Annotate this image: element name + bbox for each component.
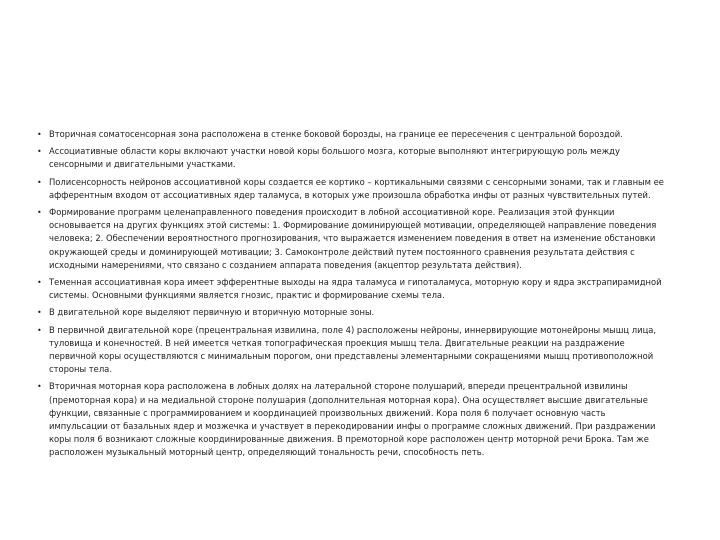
bullet-item (37, 206, 665, 272)
bullet-item (37, 380, 665, 459)
bullet-text: В двигательной коре выделяют первичную и вторичную моторные зоны. (49, 307, 375, 318)
bullet-text: Вторичная соматосенсорная зона расположена в стенке боковой борозды, на границе ее пересечения с центральной бороздой. (49, 129, 623, 139)
bullet-text: В первичной двигательной коре (прецентральная извилина, поле 4) расположены нейроны, иннервирующие мотонейроны мышц лица, туловища и конечностей. В ней имеется четкая топографическая проекция мышц тела. Двигательные реакции на раздражение первичной коры осуществляются с минимальным порогом, они представлены элементарными сокращениями мышц противоположной стороны тела. (49, 324, 657, 375)
bullet-marker: • (37, 130, 42, 139)
bullet-marker: • (37, 308, 42, 318)
bullet-text: Полисенсорность нейронов ассоциативной коры создается ее кортико – кортикальными связями с сенсорными зонами, так и главным ее афферентным входом от ассоциативных ядер таламуса, в которых уже произошла обработка инфы от разных чувствительных путей. (49, 176, 664, 200)
bullet-marker: • (37, 177, 42, 187)
bullet-item (37, 145, 665, 171)
bullet-text: Формирование программ целенаправленного поведения происходит в лобной ассоциативной коре. Реализация этой функции основывается на других функциях этой системы: 1. Формирование доминирующей мотивации, определяющей направление поведения человека; 2. Обеспечении вероятностного прогнозирования, что выражается изменением поведения в ответ на изменение обстановки окружающей среды и доминирующей мотивации; 3. Самоконтроле действий путем постоянного сравнения результата действия с исходными намерениями, что связано с созданием аппарата поведения (акцептор результата действия). (49, 207, 657, 270)
bullet-marker: • (37, 147, 42, 157)
bullet-item (37, 128, 665, 141)
bullet-list (37, 128, 665, 460)
bullet-item (37, 176, 665, 202)
bullet-marker: • (37, 208, 42, 218)
bullet-text: Ассоциативные области коры включают участки новой коры большого мозга, которые выполняют интегрирующую роль между сенсорными и двигательными участками. (49, 146, 620, 170)
bullet-marker: • (37, 278, 42, 288)
bullet-item (37, 276, 665, 302)
bullet-text: Вторичная моторная кора расположена в лобных долях на латеральной стороне полушарий, впереди прецентральной извилины (премоторная кора) и на медиальной стороне полушария (дополнительная моторная кора). Она осуществляет высшие двигательные функции, связанные с программированием и координацией произвольных движений. Кора поля 6 получает основную часть импульсации от базальных ядер и мозжечка и участвует в перекодировании инфы о программе сложных движений. При раздражении коры поля 6 возникают сложные координированные движения. В премоторной коре расположен центр моторной речи Брока. Там же расположен музыкальный моторный центр, определяющий тональность речи, способность петь. (49, 381, 656, 458)
bullet-text: Теменная ассоциативная кора имеет эфферентные выходы на ядра таламуса и гипоталамуса, моторную кору и ядра экстрапирамидной системы. Основными функциями является гнозис, практис и формирование схемы тела. (49, 277, 662, 301)
bullet-item (37, 324, 665, 377)
bullet-item (37, 306, 665, 319)
slide-content (37, 128, 665, 464)
bullet-marker: • (37, 382, 42, 392)
bullet-marker: • (37, 325, 42, 335)
